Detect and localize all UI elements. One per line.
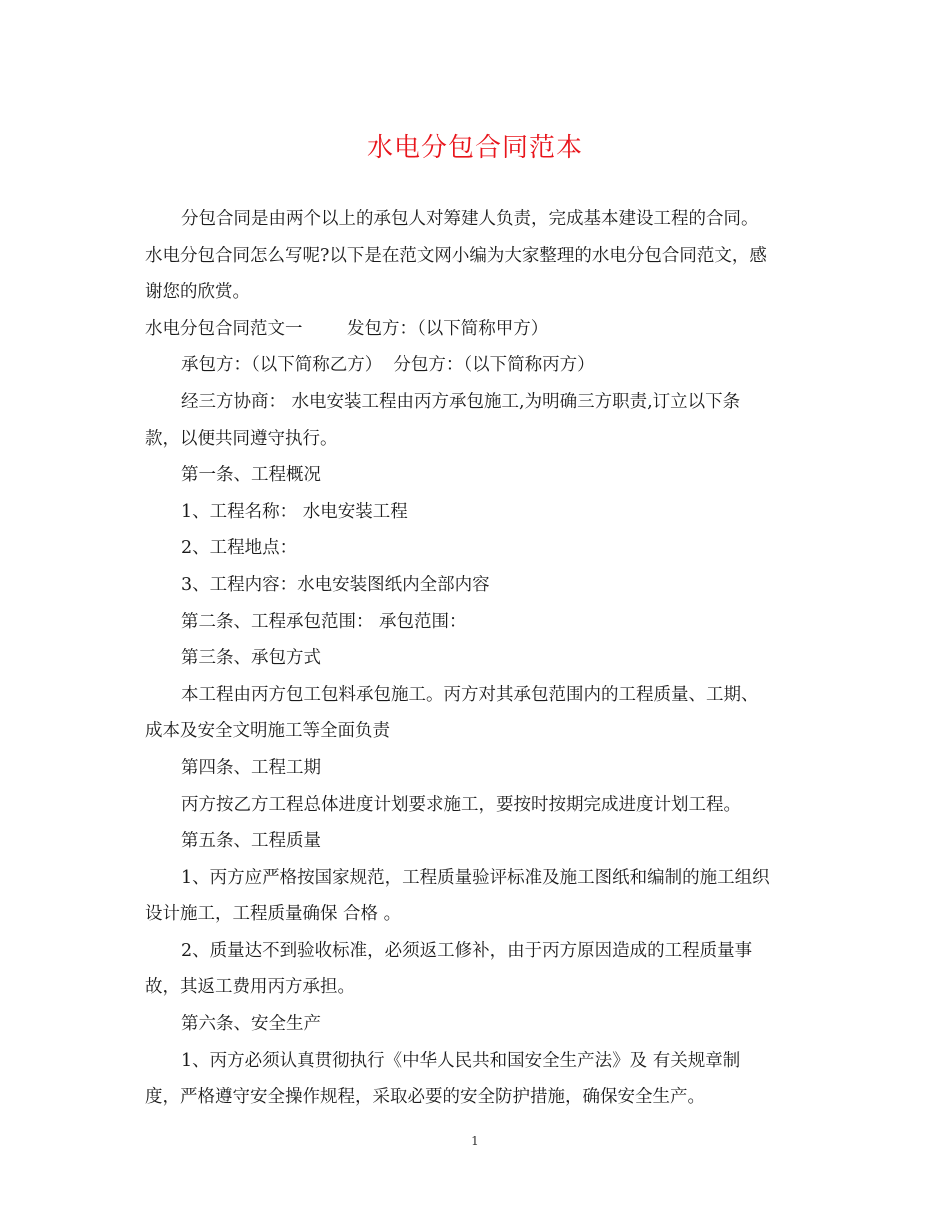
paragraph-line: 1、丙方必须认真贯彻执行《中华人民共和国安全生产法》及 有关规章制: [181, 1050, 741, 1071]
document-body: [145, 201, 810, 1116]
paragraph-line: 水电分包合同怎么写呢?以下是在范文网小编为大家整理的水电分包合同范文，感: [145, 245, 767, 266]
section-heading: 第四条、工程工期: [181, 757, 321, 778]
paragraph-line: 度，严格遵守安全操作规程，采取必要的安全防护措施，确保安全生产。: [145, 1087, 705, 1108]
page-number: 1: [471, 1134, 479, 1148]
paragraph-line: 丙方按乙方工程总体进度计划要求施工，要按时按期完成进度计划工程。: [181, 794, 741, 815]
paragraph-line: 3、工程内容：水电安装图纸内全部内容: [181, 574, 490, 595]
paragraph-line: 水电分包合同范文一 发包方：（以下简称甲方）: [145, 318, 549, 339]
paragraph-line: 承包方：（以下简称乙方） 分包方：（以下简称丙方）: [181, 355, 595, 376]
paragraph-line: 本工程由丙方包工包料承包施工。丙方对其承包范围内的工程质量、工期、: [181, 684, 759, 705]
section-heading: 第三条、承包方式: [181, 648, 321, 669]
paragraph-line: 2、工程地点：: [181, 538, 298, 559]
document-title: 水电分包合同范本: [366, 133, 583, 163]
paragraph-line: 设计施工，工程质量确保 合格 。: [145, 904, 402, 925]
paragraph-line: 故，其返工费用丙方承担。: [145, 977, 355, 998]
paragraph-line: 成本及安全文明施工等全面负责: [145, 721, 390, 742]
paragraph-line: 分包合同是由两个以上的承包人对筹建人负责，完成基本建设工程的合同。: [181, 209, 759, 229]
section-heading: 第二条、工程承包范围： 承包范围：: [181, 611, 467, 632]
paragraph-line: 1、丙方应严格按国家规范，工程质量验评标准及施工图纸和编制的施工组织: [181, 867, 770, 888]
paragraph-line: 2、质量达不到验收标准，必须返工修补，由于丙方原因造成的工程质量事: [181, 940, 753, 961]
section-heading: 第五条、工程质量: [181, 831, 321, 852]
paragraph-line: 经三方协商： 水电安装工程由丙方承包施工,为明确三方职责,订立以下条: [181, 391, 741, 412]
section-heading: 第一条、工程概况: [181, 465, 321, 486]
section-heading: 第六条、安全生产: [181, 1014, 321, 1035]
paragraph-line: 谢您的欣赏。: [145, 282, 250, 303]
paragraph-line: 1、工程名称： 水电安装工程: [181, 501, 408, 522]
paragraph-line: 款，以便共同遵守执行。: [145, 428, 338, 449]
